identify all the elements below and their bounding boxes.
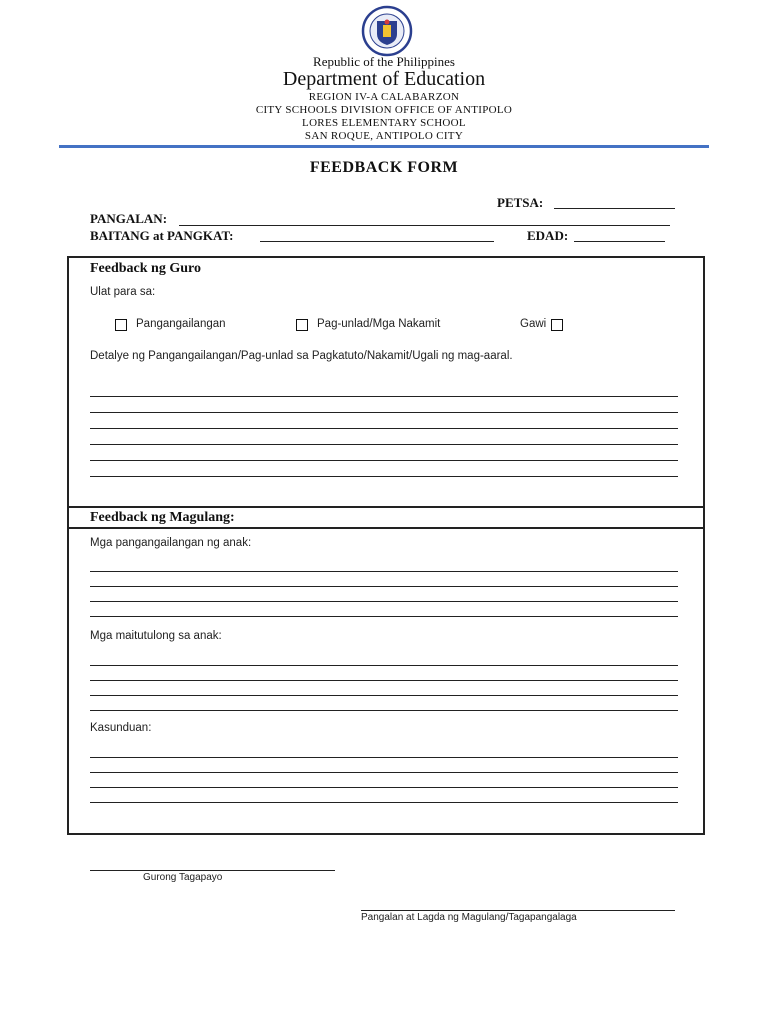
grade-section-label: BAITANG at PANGKAT: [90,228,234,243]
behavior-checkbox[interactable] [551,319,563,331]
department-title: Department of Education [282,68,486,90]
child-needs-line[interactable] [90,601,678,602]
teacher-feedback-title: Feedback ng Guro [90,261,201,276]
date-label: PETSA: [497,195,544,210]
help-line[interactable] [90,680,678,681]
progress-checkbox[interactable] [296,319,308,331]
region-label: REGION IV-A CALABARZON [308,91,460,103]
teacher-details-line[interactable] [90,428,678,429]
republic-label: Republic of the Philippines [313,54,455,69]
form-title: FEEDBACK FORM [309,159,459,176]
address-label: SAN ROQUE, ANTIPOLO CITY [304,130,464,142]
agreement-line[interactable] [90,787,678,788]
deped-seal-icon [356,5,418,57]
progress-option-label: Pag-unlad/Mga Nakamit [317,318,441,330]
age-field[interactable] [574,241,665,242]
needs-option-label: Pangangailangan [136,318,226,330]
help-prompt: Mga maitutulong sa anak: [90,630,222,642]
help-line[interactable] [90,695,678,696]
parent-signature-line[interactable] [361,910,675,911]
teacher-details-line[interactable] [90,412,678,413]
parent-feedback-title: Feedback ng Magulang: [90,510,235,525]
name-field[interactable] [179,225,670,226]
name-label: PANGALAN: [90,211,168,226]
needs-checkbox[interactable] [115,319,127,331]
date-field[interactable] [554,208,675,209]
teacher-details-line[interactable] [90,396,678,397]
age-label: EDAD: [527,228,569,243]
report-for-label: Ulat para sa: [90,286,156,298]
child-needs-line[interactable] [90,616,678,617]
division-label: CITY SCHOOLS DIVISION OFFICE OF ANTIPOLO [255,104,513,116]
child-needs-line[interactable] [90,571,678,572]
adviser-signature-label: Gurong Tagapayo [143,872,223,883]
teacher-feedback-box [67,256,705,508]
agreement-line[interactable] [90,772,678,773]
help-line[interactable] [90,710,678,711]
adviser-signature-line[interactable] [90,870,335,871]
agreement-prompt: Kasunduan: [90,722,152,734]
teacher-details-line[interactable] [90,444,678,445]
teacher-details-line[interactable] [90,476,678,477]
help-line[interactable] [90,665,678,666]
header-divider [59,145,709,148]
details-prompt: Detalye ng Pangangailangan/Pag-unlad sa Pagkatuto/Nakamit/Ugali ng mag-aaral. [90,350,513,362]
behavior-option-label: Gawi [520,318,547,330]
parent-signature-label: Pangalan at Lagda ng Magulang/Tagapangalaga [361,912,577,923]
agreement-line[interactable] [90,802,678,803]
agreement-line[interactable] [90,757,678,758]
child-needs-line[interactable] [90,586,678,587]
child-needs-prompt: Mga pangangailangan ng anak: [90,537,252,549]
parent-feedback-box [67,506,705,835]
grade-section-field[interactable] [260,241,494,242]
teacher-details-line[interactable] [90,460,678,461]
school-label: LORES ELEMENTARY SCHOOL [302,117,466,129]
